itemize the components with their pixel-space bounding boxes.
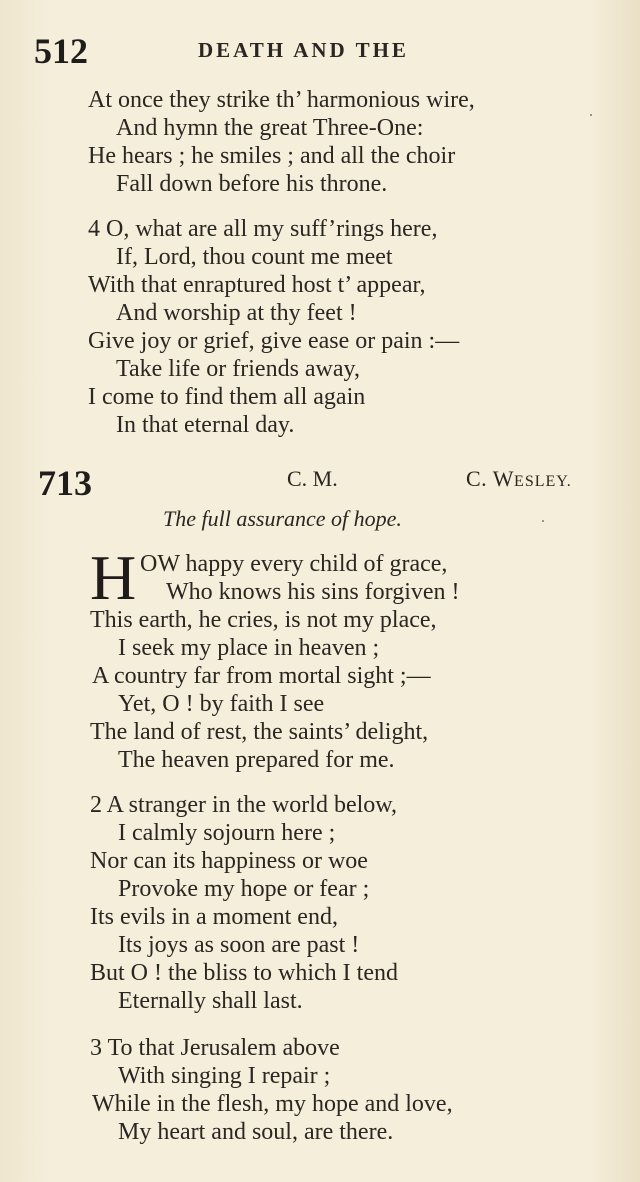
- verse-line: While in the flesh, my hope and love,: [92, 1091, 453, 1117]
- verse-line: At once they strike th’ harmonious wire,: [88, 87, 475, 113]
- verse-line: 2 A stranger in the world below,: [90, 792, 398, 818]
- verse-line: Its joys as soon are past !: [118, 932, 360, 958]
- verse-line: This earth, he cries, is not my place,: [90, 607, 437, 633]
- page-number: 512: [34, 31, 88, 71]
- verse-line: My heart and soul, are there.: [118, 1119, 394, 1145]
- verse-line: If, Lord, thou count me meet: [116, 244, 393, 270]
- verse-line: Give joy or grief, give ease or pain :—: [88, 328, 460, 354]
- verse-line: And worship at thy feet !: [116, 300, 357, 326]
- hymn-subtitle: The full assurance of hope.: [163, 506, 402, 531]
- verse-line: In that eternal day.: [116, 412, 295, 438]
- drop-cap: H: [90, 542, 137, 613]
- verse-line: Eternally shall last.: [118, 988, 303, 1014]
- verse-line: A country far from mortal sight ;—: [92, 663, 431, 689]
- author-rest: ESLEY.: [514, 473, 572, 490]
- verse-line: With singing I repair ;: [118, 1063, 331, 1089]
- verse-line: Its evils in a moment end,: [90, 904, 338, 930]
- verse-line: With that enraptured host t’ appear,: [88, 272, 426, 298]
- verse-line: Nor can its happiness or woe: [90, 848, 368, 874]
- verse-line: The heaven prepared for me.: [118, 747, 395, 773]
- verse-line: The land of rest, the saints’ delight,: [90, 719, 429, 745]
- verse-line: 3 To that Jerusalem above: [90, 1035, 340, 1061]
- verse-line: And hymn the great Three-One:: [116, 115, 424, 141]
- print-speck: [542, 520, 544, 522]
- verse-line: Provoke my hope or fear ;: [118, 876, 370, 902]
- hymn-number: 713: [38, 463, 92, 503]
- verse-line: Fall down before his throne.: [116, 171, 388, 197]
- print-speck: [590, 114, 592, 116]
- verse-line: Take life or friends away,: [116, 356, 360, 382]
- running-head: DEATH AND THE: [198, 38, 409, 62]
- hymn-meter: C. M.: [287, 466, 338, 491]
- verse-line: I seek my place in heaven ;: [118, 635, 380, 661]
- hymn-author: [466, 466, 572, 492]
- verse-line: But O ! the bliss to which I tend: [90, 960, 398, 986]
- verse-line: He hears ; he smiles ; and all the choir: [88, 143, 456, 169]
- verse-line: I calmly sojourn here ;: [118, 820, 336, 846]
- verse-line: I come to find them all again: [88, 384, 366, 410]
- verse-line: Who knows his sins forgiven !: [166, 579, 460, 605]
- verse-line: OW happy every child of grace,: [140, 551, 448, 577]
- verse-line: Yet, O ! by faith I see: [118, 691, 325, 717]
- author-initial: C. W: [466, 466, 515, 491]
- verse-line: 4 O, what are all my suff’rings here,: [88, 216, 438, 242]
